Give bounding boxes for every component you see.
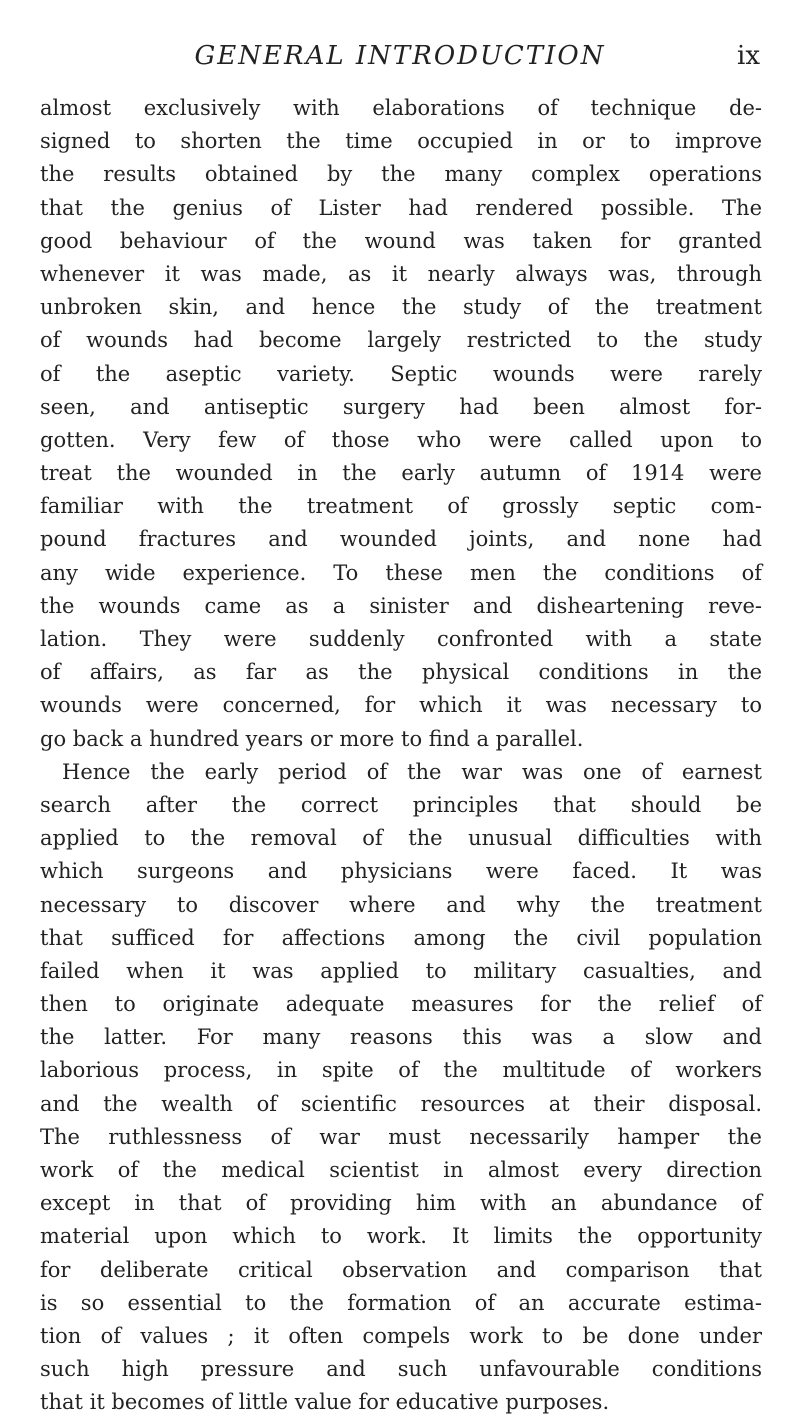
text-line: that it becomes of little value for educative purposes. bbox=[40, 1390, 610, 1415]
text-line: almost exclusively with elaborations of technique de- bbox=[40, 96, 762, 120]
text-line: then to originate adequate measures for the relief of bbox=[40, 992, 762, 1017]
text-line: whenever it was made, as it nearly always was, through bbox=[40, 261, 762, 286]
text-line: that the genius of Lister had rendered possible. The bbox=[40, 195, 762, 220]
text-line: tion of values ; it often compels work to be done under bbox=[40, 1323, 762, 1348]
text-line: any wide experience. To these men the conditions of bbox=[40, 560, 762, 585]
text-line: except in that of providing him with an abundance of bbox=[40, 1191, 762, 1216]
text-line: material upon which to work. It limits the opportunity bbox=[40, 1224, 762, 1249]
text-line: applied to the removal of the unusual difficulties with bbox=[40, 826, 762, 851]
text-line: search after the correct principles that should be bbox=[40, 792, 762, 817]
text-line: seen, and antiseptic surgery had been almost for- bbox=[40, 394, 762, 419]
text-line: Hence the early period of the war was one of earnest bbox=[62, 759, 762, 784]
text-line: of wounds had become largely restricted to the study bbox=[40, 328, 762, 353]
text-line: gotten. Very few of those who were called upon to bbox=[40, 427, 762, 452]
body-text bbox=[40, 92, 762, 1420]
text-line: of affairs, as far as the physical conditions in the bbox=[40, 660, 762, 685]
text-line: such high pressure and such unfavourable conditions bbox=[40, 1357, 762, 1382]
text-line: the results obtained by the many complex operations bbox=[40, 162, 762, 187]
text-line: failed when it was applied to military casualties, and bbox=[40, 958, 762, 983]
running-title: GENERAL INTRODUCTION bbox=[194, 41, 606, 71]
text-line: treat the wounded in the early autumn of 1914 were bbox=[40, 461, 762, 486]
text-line: and the wealth of scientific resources at their disposal. bbox=[40, 1091, 762, 1116]
text-line: is so essential to the formation of an accurate estima- bbox=[40, 1290, 762, 1315]
text-line: the latter. For many reasons this was a slow and bbox=[40, 1025, 762, 1050]
text-line: laborious process, in spite of the multitude of workers bbox=[40, 1058, 762, 1083]
text-line: unbroken skin, and hence the study of the treatment bbox=[40, 295, 762, 320]
text-line: of the aseptic variety. Septic wounds were rarely bbox=[40, 361, 762, 386]
text-line: wounds were concerned, for which it was necessary to bbox=[40, 693, 762, 718]
text-line: the wounds came as a sinister and disheartening reve- bbox=[40, 593, 762, 618]
text-line: necessary to discover where and why the treatment bbox=[40, 892, 762, 917]
text-line: which surgeons and physicians were faced. It was bbox=[40, 859, 762, 884]
text-line: for deliberate critical observation and comparison that bbox=[40, 1257, 762, 1282]
text-line: signed to shorten the time occupied in or to improve bbox=[40, 129, 762, 154]
running-head bbox=[40, 36, 760, 76]
text-line: good behaviour of the wound was taken for granted bbox=[40, 228, 762, 253]
page-number: ix bbox=[737, 41, 760, 71]
paragraph-1 bbox=[40, 92, 762, 756]
text-line: work of the medical scientist in almost every direction bbox=[40, 1158, 762, 1182]
text-line: lation. They were suddenly confronted with a state bbox=[40, 627, 762, 651]
text-line: that sufficed for affections among the civil population bbox=[40, 925, 762, 950]
text-line: familiar with the treatment of grossly septic com- bbox=[40, 494, 762, 519]
text-line: The ruthlessness of war must necessarily hamper the bbox=[40, 1124, 762, 1149]
text-line: go back a hundred years or more to find a parallel. bbox=[40, 726, 584, 751]
text-line: pound fractures and wounded joints, and none had bbox=[40, 527, 762, 552]
paragraph-2 bbox=[40, 756, 762, 1420]
